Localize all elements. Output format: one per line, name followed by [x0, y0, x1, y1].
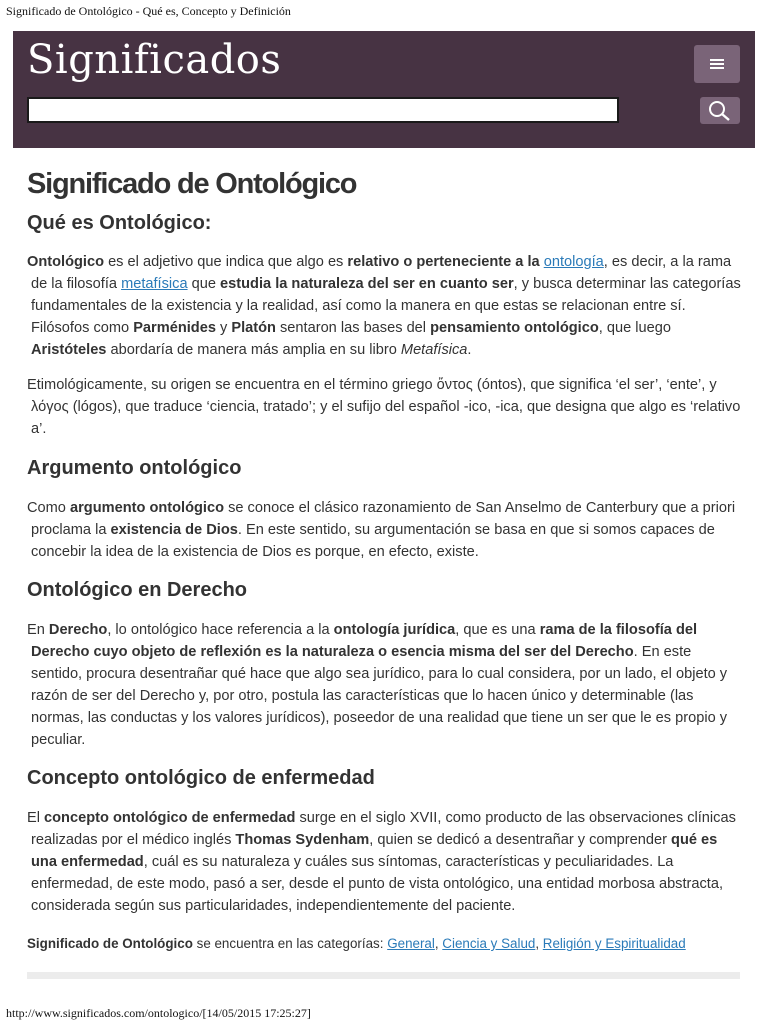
link-metafisica[interactable]: metafísica: [121, 276, 188, 292]
site-logo[interactable]: Significados: [27, 37, 282, 83]
paragraph-argumento: Como argumento ontológico se conoce el clásico razonamiento de San Anselmo de Canterbury que a priori proclama la existencia de Dios. En este sentido, su argumentación se basa en que si somos capaces de concebir la idea de la existencia de Dios es porque, en efecto, existe.: [27, 500, 736, 560]
paragraph-enfermedad: El concepto ontológico de enfermedad surge en el siglo XVII, como producto de las observaciones clínicas realizadas por el médico inglés Thomas Sydenham, quien se dedicó a desentrañar y comprender qué es una enfermedad, cuál es su naturaleza y cuáles sus síntomas, características y peculiaridades. La enfermedad, de este modo, pasó a ser, desde el punto de vista ontológico, una entidad morbosa abstracta, considerada según sus particularidades, independientemente del paciente.: [27, 810, 736, 914]
category-link-religion[interactable]: Religión y Espiritualidad: [542, 936, 686, 951]
search-input[interactable]: [27, 97, 619, 123]
search-icon: [707, 100, 733, 122]
print-header: Significado de Ontológico - Qué es, Concepto y Definición: [6, 4, 291, 18]
search-button[interactable]: [700, 97, 740, 124]
paragraph-definition: Ontológico es el adjetivo que indica que algo es relativo o perteneciente a la ontología, es decir, a la rama de la filosofía metafísica que estudia la naturaleza del ser en cuanto ser, y busca determinar las categorías fundamentales de la existencia y la realidad, así como la manera en que estas se relacionan entre sí. Filósofos como Parménides y Platón sentaron las bases del pensamiento ontológico, que luego Aristóteles abordaría de manera más amplia en su libro Metafísica.: [27, 254, 741, 358]
categories-line: Significado de Ontológico se encuentra en las categorías: General, Ciencia y Salud, Religión y Espiritualidad: [27, 936, 686, 951]
paragraph-etymology: Etimológicamente, su origen se encuentra en el término griego ὄντος (óntos), que significa ‘el ser’, ‘ente’, y λόγος (lógos), que traduce ‘ciencia, tratado’; y el sufijo del español -ico, -ica, que designa que algo es ‘relativo a’.: [27, 377, 741, 437]
link-ontologia[interactable]: ontología: [543, 254, 604, 270]
menu-button[interactable]: [694, 45, 740, 83]
bottom-divider: [27, 972, 740, 979]
section-heading-enfermedad: Concepto ontológico de enfermedad: [27, 767, 375, 789]
section-heading-derecho: Ontológico en Derecho: [27, 579, 248, 601]
section-heading-que-es: Qué es Ontológico:: [27, 212, 212, 234]
print-footer: http://www.significados.com/ontologico/[14/05/2015 17:25:27]: [6, 1006, 311, 1020]
category-link-ciencia-salud[interactable]: Ciencia y Salud: [442, 936, 536, 951]
site-header: [13, 31, 755, 148]
section-heading-argumento: Argumento ontológico: [27, 457, 242, 479]
paragraph-derecho: En Derecho, lo ontológico hace referencia a la ontología jurídica, que es una rama de la filosofía del Derecho cuyo objeto de reflexión es la naturaleza o esencia misma del ser del Derecho. En este sentido, procura desentrañar qué hace que algo sea jurídico, para lo cual considera, por un lado, el objeto y razón de ser del Derecho y, por otro, postula las características que lo hacen único y determinable (las normas, las conductas y los valores jurídicos), poseedor de una realidad que tiene un ser que le es propio y peculiar.: [27, 622, 728, 748]
category-link-general[interactable]: General: [387, 936, 435, 951]
page-title: Significado de Ontológico: [27, 168, 357, 200]
hamburger-menu-icon: [710, 58, 724, 70]
